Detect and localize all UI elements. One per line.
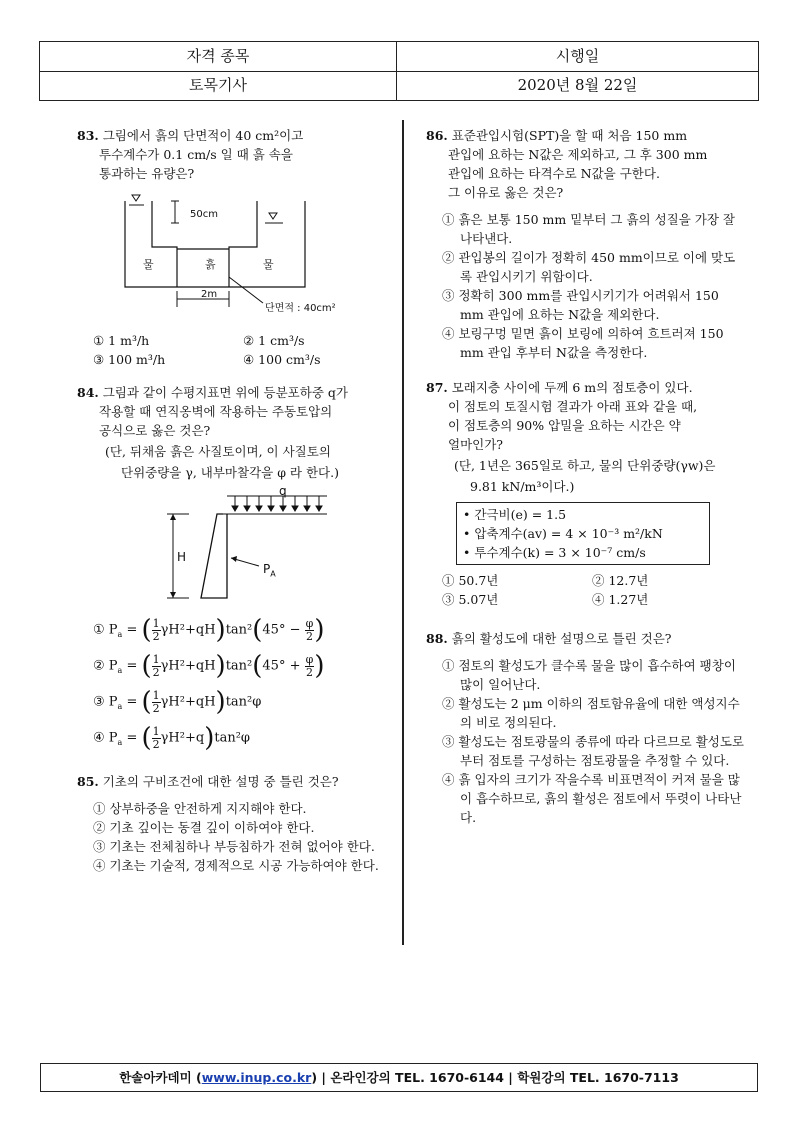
q84-condition-1: (단, 뒤채움 흙은 사질토이며, 이 사질토의 [105,444,331,459]
q85-option-4[interactable]: ④ 기초는 기술적, 경제적으로 시공 가능하여야 한다. [93,858,379,873]
question-85 [77,772,397,875]
q84-option-2[interactable]: ② $P_a$ = ( $\frac{1}{2}$ γH²+qH)tan²(45° + $\frac{\varphi}{2}$ ) [93,651,325,681]
question-84 [77,383,397,756]
q83-water-right: 물 [263,258,274,271]
q84-text-2: 작용할 때 연직옹벽에 작용하는 주동토압의 [99,404,333,419]
q88-option-1[interactable]: ① 점토의 활성도가 클수록 물을 많이 흡수하여 팽창이 많이 일어난다. [442,658,736,692]
q85-number: 85. [77,774,99,789]
question-83 [77,126,397,369]
q87-options [426,571,746,609]
q83-option-2[interactable]: ② 1 cm³/s [243,333,305,348]
q83-text-1: 그림에서 흙의 단면적이 40 cm²이고 [102,128,304,143]
q83-height-label: 50cm [190,209,218,220]
q87-box-permeability: • 투수계수(k) = 3 × 10⁻⁷ cm/s [463,545,646,560]
right-column [426,126,746,835]
q84-option-4[interactable]: ④ $P_a$ = ( $\frac{1}{2}$ γH²+q)tan²φ [93,723,251,753]
q84-text-3: 공식으로 옳은 것은? [99,423,211,438]
q88-option-3[interactable]: ③ 활성도는 점토광물의 종류에 따라 다르므로 활성도로부터 점토를 구성하는 점토광물을 추정할 수 있다. [442,734,744,768]
q87-data-box [456,502,710,565]
q83-water-left: 물 [143,258,154,271]
q86-option-1[interactable]: ① 흙은 보통 150 mm 밑부터 그 흙의 성질을 가장 잘 나타낸다. [442,212,735,246]
q87-number: 87. [426,380,448,395]
q87-option-3[interactable]: ③ 5.07년 [442,592,499,607]
q87-text-1: 모래지층 사이에 두께 6 m의 점토층이 있다. [451,380,693,395]
q86-number: 86. [426,128,448,143]
q84-text-1: 그림과 같이 수평지표면 위에 등분포하중 q가 [102,385,348,400]
q84-options [77,612,397,756]
q88-number: 88. [426,631,448,646]
q84-number: 84. [77,385,99,400]
q85-text-1: 기초의 구비조건에 대한 설명 중 틀린 것은? [102,774,339,789]
q83-option-3[interactable]: ③ 100 m³/h [93,352,166,367]
q83-figure [77,187,397,327]
q83-number: 83. [77,128,99,143]
q86-option-3[interactable]: ③ 정확히 300 mm를 관입시키기가 어려워서 150 mm 관입에 요하는 N값을 제외한다. [442,288,719,322]
q87-box-void-ratio: • 간극비(e) = 1.5 [463,507,567,522]
question-88 [426,629,746,827]
header-label-date: 시행일 [555,47,600,65]
q84-diagram [147,486,367,608]
q85-option-1[interactable]: ① 상부하중을 안전하게 지지해야 한다. [93,801,307,816]
q87-condition-2: 9.81 kN/m³이다.) [470,479,575,494]
question-86 [426,126,746,362]
q87-text-4: 얼마인가? [448,437,504,452]
footer-contact: ) | 온라인강의 TEL. 1670-6144 | 학원강의 TEL. 1670-7113 [311,1070,679,1085]
q86-text-4: 그 이유로 옳은 것은? [448,185,564,200]
q86-text-3: 관입에 요하는 타격수로 N값을 구한다. [448,166,660,181]
footer-academy: 한솔아카데미 ( [119,1070,202,1085]
q84-figure [77,486,397,608]
question-87 [426,378,746,609]
q87-option-4[interactable]: ④ 1.27년 [592,592,649,607]
header-subject-value: 토목기사 [40,71,397,100]
header-date-value: 2020년 8월 22일 [517,76,638,94]
header-table [39,41,759,101]
q84-q-label: q [279,484,287,498]
q88-option-4[interactable]: ④ 흙 입자의 크기가 작을수록 비표면적이 커져 물을 많이 흡수하므로, 흙의 활성은 점토에서 뚜렷이 나타난다. [442,772,742,825]
q84-H-label: H [177,550,187,564]
q86-option-4[interactable]: ④ 보링구멍 밑면 흙이 보링에 의하여 흐트러져 150 mm 관입 후부터 N값을 측정한다. [442,326,724,360]
q83-text-3: 통과하는 유량은? [99,166,195,181]
q87-text-3: 이 점토층의 90% 압밀을 요하는 시간은 약 [448,418,681,433]
column-divider [402,120,404,945]
footer-website-link[interactable]: www.inup.co.kr [201,1070,312,1085]
q83-option-1[interactable]: ① 1 m³/h [93,333,150,348]
q83-text-2: 투수계수가 0.1 cm/s 일 때 흙 속을 [99,147,293,162]
q83-length-label: 2m [201,289,218,300]
q83-area-label: 단면적 : 40cm² [265,303,336,314]
q87-text-2: 이 점토의 토질시험 결과가 아래 표와 같을 때, [448,399,698,414]
q84-PA-label: $P_A$ [263,562,276,579]
q83-option-4[interactable]: ④ 100 cm³/s [243,352,321,367]
q87-box-compressibility: • 압축계수(av) = 4 × 10⁻³ m²/kN [463,526,663,541]
q88-text-1: 흙의 활성도에 대한 설명으로 틀린 것은? [451,631,672,646]
left-column [77,126,397,883]
q83-options [77,331,397,369]
footer-bar [40,1063,758,1092]
q84-option-1[interactable]: ① $P_a$ = ( $\frac{1}{2}$ γH²+qH)tan²(45° − $\frac{\varphi}{2}$ ) [93,615,325,645]
q86-text-1: 표준관입시험(SPT)을 할 때 처음 150 mm [451,128,688,143]
header-label-subject: 자격 종목 [40,42,397,71]
q84-condition-2: 단위중량을 γ, 내부마찰각을 φ 라 한다.) [121,465,339,480]
q87-option-2[interactable]: ② 12.7년 [592,573,649,588]
q87-condition-1: (단, 1년은 365일로 하고, 물의 단위중량(γw)은 [454,458,716,473]
q85-option-2[interactable]: ② 기초 깊이는 동결 깊이 이하여야 한다. [93,820,315,835]
q86-text-2: 관입에 요하는 N값은 제외하고, 그 후 300 mm [448,147,708,162]
q83-soil-label: 흙 [205,258,216,271]
q84-option-3[interactable]: ③ $P_a$ = ( $\frac{1}{2}$ γH²+qH)tan²φ [93,687,262,717]
q85-option-3[interactable]: ③ 기초는 전체침하나 부등침하가 전혀 없어야 한다. [93,839,375,854]
q88-option-2[interactable]: ② 활성도는 2 μm 이하의 점토함유율에 대한 액성지수의 비로 정의된다. [442,696,740,730]
q86-option-2[interactable]: ② 관입봉의 길이가 정확히 450 mm이므로 이에 맞도록 관입시키기 위함이다. [442,250,736,284]
q87-option-1[interactable]: ① 50.7년 [442,573,499,588]
